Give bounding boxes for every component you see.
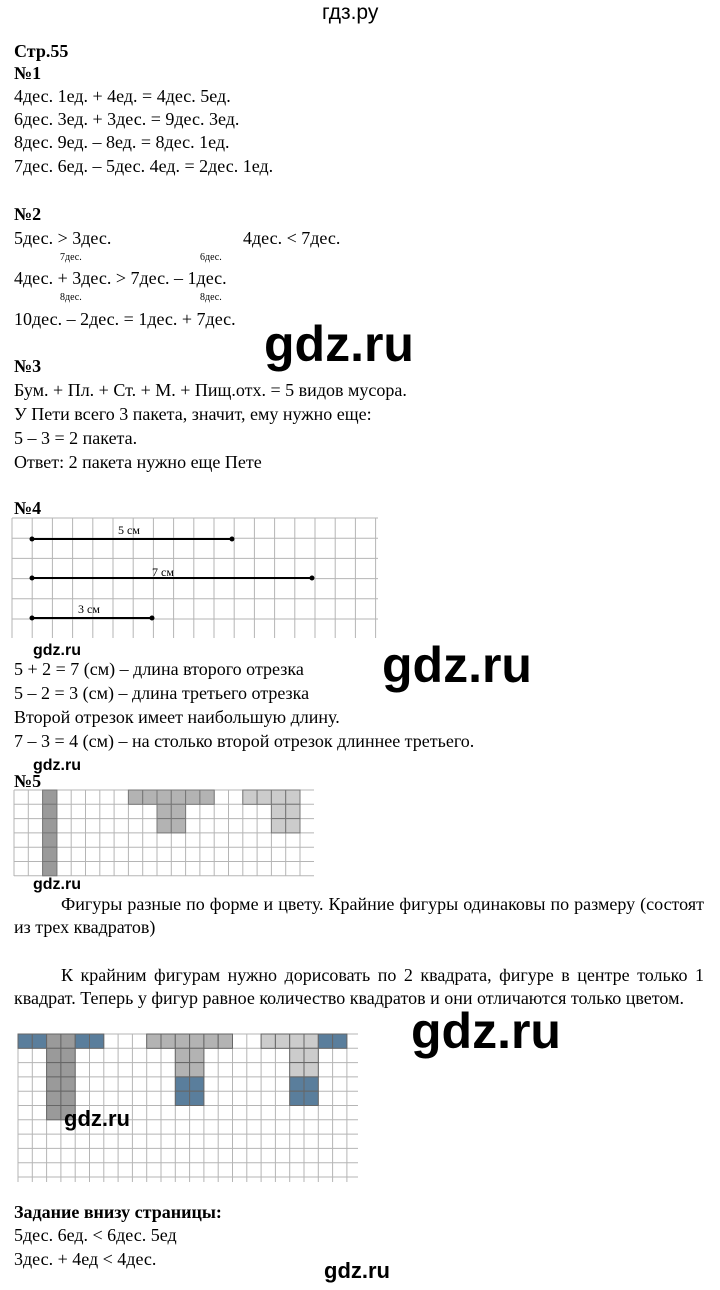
task5-paragraph-1: Фигуры разные по форме и цвету. Крайние фигуры одинаковы по размеру (состоят из трех квадратов) — [14, 894, 704, 937]
segment-3-endpoint-1 — [30, 616, 35, 621]
figure-after-square-12 — [61, 1091, 75, 1105]
segment-3-endpoint-2 — [149, 616, 154, 621]
figure-after-square-41 — [290, 1091, 304, 1105]
figure-after-square-43 — [318, 1034, 332, 1048]
task2-row1-left: 5дес. > 3дес. — [14, 228, 112, 248]
figure-after-square-44 — [333, 1034, 347, 1048]
figure-before-square-22 — [286, 804, 300, 818]
bottom-task-line-1: 5дес. 6ед. < 6дес. 5ед — [14, 1225, 177, 1245]
task1-line-3: 8дес. 9ед. – 8ед. = 8дес. 1ед. — [14, 132, 230, 152]
figure-before-square-10 — [171, 790, 185, 804]
figure-before-square-16 — [171, 819, 185, 833]
figure-after-square-24 — [190, 1048, 204, 1062]
figure-after-square-38 — [304, 1063, 318, 1077]
figure-before-square-20 — [286, 790, 300, 804]
task4-line-2: 5 – 2 = 3 (см) – длина третьего отрезка — [14, 683, 310, 703]
watermark-small-1: gdz.ru — [33, 642, 81, 659]
figure-before-square-1 — [43, 790, 57, 804]
segment-2-endpoint-2 — [309, 576, 314, 581]
figure-before-square-19 — [271, 790, 285, 804]
site-header: гдз.ру — [322, 1, 379, 24]
figure-after-square-32 — [275, 1034, 289, 1048]
task3-line-4: Ответ: 2 пакета нужно еще Пете — [14, 452, 262, 472]
task3-line-1: Бум. + Пл. + Ст. + М. + Пищ.отх. = 5 видов мусора. — [14, 380, 407, 400]
figure-before-square-18 — [257, 790, 271, 804]
segment-label-2: 7 см — [152, 565, 174, 579]
figure-after-square-23 — [175, 1048, 189, 1062]
figure-before-square-3 — [43, 819, 57, 833]
figure-before-square-5 — [43, 847, 57, 861]
task3-line-3: 5 – 3 = 2 пакета. — [14, 428, 138, 448]
task4-line-1: 5 + 2 = 7 (см) – длина второго отрезка — [14, 659, 304, 679]
figure-before-square-15 — [157, 819, 171, 833]
figure-before-square-21 — [271, 804, 285, 818]
figure-after-square-11 — [47, 1091, 61, 1105]
figure-after-square-13 — [47, 1106, 61, 1120]
figure-after-square-36 — [304, 1048, 318, 1062]
figure-before-square-2 — [43, 804, 57, 818]
task4-line-3: Второй отрезок имеет наибольшую длину. — [14, 707, 340, 727]
segments-grid — [12, 518, 382, 640]
figure-after-square-33 — [290, 1034, 304, 1048]
task1-line-4: 7дес. 6ед. – 5дес. 4ед. = 2дес. 1ед. — [14, 156, 274, 176]
task2-note2-right: 8дес. — [200, 292, 222, 303]
figure-after-square-25 — [175, 1063, 189, 1077]
watermark-small-2: gdz.ru — [33, 757, 81, 774]
figure-after-square-6 — [61, 1048, 75, 1062]
task1-line-1: 4дес. 1ед. + 4ед. = 4дес. 5ед. — [14, 86, 231, 106]
figure-after-square-37 — [290, 1063, 304, 1077]
figure-after-square-40 — [304, 1077, 318, 1091]
figure-before-square-4 — [43, 833, 57, 847]
segment-1-endpoint-1 — [30, 537, 35, 542]
figure-after-square-15 — [75, 1034, 89, 1048]
figure-after-square-30 — [190, 1091, 204, 1105]
watermark-2: gdz.ru — [382, 637, 532, 693]
figure-after-square-2 — [32, 1034, 46, 1048]
figure-before-square-9 — [157, 790, 171, 804]
figure-after-square-31 — [261, 1034, 275, 1048]
figure-after-square-8 — [61, 1063, 75, 1077]
task1-line-2: 6дес. 3ед. + 3дес. = 9дес. 3ед. — [14, 109, 240, 129]
figure-after-square-18 — [161, 1034, 175, 1048]
figure-before-square-23 — [271, 819, 285, 833]
figure-after-square-19 — [175, 1034, 189, 1048]
figure-after-square-29 — [175, 1091, 189, 1105]
figure-before-square-17 — [243, 790, 257, 804]
figure-after-square-28 — [190, 1077, 204, 1091]
task4-title: №4 — [14, 498, 42, 518]
figure-after-square-7 — [47, 1063, 61, 1077]
task2-row2: 4дес. + 3дес. > 7дес. – 1дес. — [14, 268, 227, 288]
bottom-task-line-2: 3дес. + 4ед < 4дес. — [14, 1249, 157, 1269]
segment-label-1: 5 см — [118, 523, 140, 537]
figure-after-square-22 — [218, 1034, 232, 1048]
figure-after-square-3 — [47, 1034, 61, 1048]
figure-after-square-17 — [147, 1034, 161, 1048]
task2-note2-left: 8дес. — [60, 292, 82, 303]
page-label: Стр.55 — [14, 41, 69, 61]
figure-after-square-1 — [18, 1034, 32, 1048]
figure-before-square-14 — [171, 804, 185, 818]
figure-before-square-11 — [186, 790, 200, 804]
figure-after-square-39 — [290, 1077, 304, 1091]
segment-2-endpoint-1 — [30, 576, 35, 581]
figure-after-square-34 — [304, 1034, 318, 1048]
figure-after-square-35 — [290, 1048, 304, 1062]
figure-after-square-10 — [61, 1077, 75, 1091]
figure-after-square-9 — [47, 1077, 61, 1091]
task5-title: №5 — [14, 771, 42, 791]
task2-note1-left: 7дес. — [60, 252, 82, 263]
figure-after-square-4 — [61, 1034, 75, 1048]
task3-title: №3 — [14, 356, 42, 376]
task4-line-4: 7 – 3 = 4 (см) – на столько второй отрезок длиннее третьего. — [14, 731, 475, 751]
figure-after-square-42 — [304, 1091, 318, 1105]
figure-after-square-5 — [47, 1048, 61, 1062]
figures-grid-before — [14, 790, 320, 882]
watermark-4: gdz.ru — [64, 1106, 130, 1131]
task5-paragraph-2: К крайним фигурам нужно дорисовать по 2 квадрата, фигуре в центре только 1 квадрат. Теперь у фигур равное количество квадратов и они отличаются только цветом. — [14, 965, 704, 1008]
figure-after-square-21 — [204, 1034, 218, 1048]
figure-after-square-27 — [175, 1077, 189, 1091]
task2-row3: 10дес. – 2дес. = 1дес. + 7дес. — [14, 309, 236, 329]
footer-watermark: gdz.ru — [324, 1258, 390, 1283]
figure-before-square-13 — [157, 804, 171, 818]
bottom-task-title: Задание внизу страницы: — [14, 1202, 222, 1222]
segment-label-3: 3 см — [78, 602, 100, 616]
figure-before-square-6 — [43, 862, 57, 876]
task3-line-2: У Пети всего 3 пакета, значит, ему нужно еще: — [14, 404, 372, 424]
task2-note1-right: 6дес. — [200, 252, 222, 263]
figure-after-square-26 — [190, 1063, 204, 1077]
figure-before-square-24 — [286, 819, 300, 833]
segment-1-endpoint-2 — [229, 537, 234, 542]
watermark-3: gdz.ru — [411, 1003, 561, 1059]
task2-row1-right: 4дес. < 7дес. — [243, 228, 341, 248]
figure-after-square-16 — [90, 1034, 104, 1048]
watermark-small-3: gdz.ru — [33, 876, 81, 893]
task1-title: №1 — [14, 63, 42, 83]
watermark-1: gdz.ru — [264, 316, 414, 372]
task2-title: №2 — [14, 204, 42, 224]
figure-before-square-12 — [200, 790, 214, 804]
figure-before-square-8 — [143, 790, 157, 804]
figure-after-square-20 — [190, 1034, 204, 1048]
figure-before-square-7 — [128, 790, 142, 804]
